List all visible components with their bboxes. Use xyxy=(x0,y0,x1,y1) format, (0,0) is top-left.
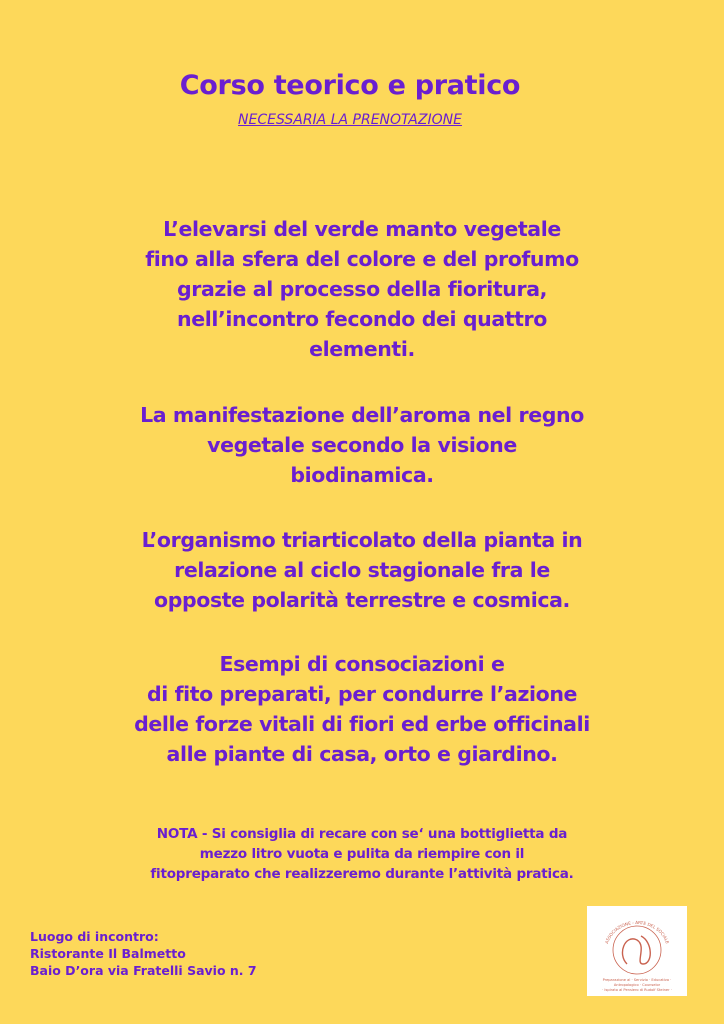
paragraph-line: grazie al processo della fioritura, xyxy=(176,277,548,301)
course-title: Corso teorico e pratico xyxy=(179,70,521,101)
association-logo-graphic xyxy=(587,906,687,996)
booking-required-note: NECESSARIA LA PRENOTAZIONE xyxy=(238,112,462,128)
logo-tagline-3: · Ispirato al Pensiero di Rudolf Steiner · xyxy=(602,988,672,992)
paragraph-line: di fito preparati, per condurre l’azione xyxy=(146,682,578,706)
logo-tagline-1: Preparazione al · Servizio · Educativo · xyxy=(602,978,672,982)
meeting-place-label: Luogo di incontro: xyxy=(30,929,159,944)
venue-name: Ristorante Il Balmetto xyxy=(30,946,186,961)
paragraph-line: L’organismo triarticolato della pianta in xyxy=(141,528,583,552)
paragraph-examples xyxy=(0,649,724,769)
logo-ring xyxy=(613,926,661,974)
paragraph-line: alle piante di casa, orto e giardino. xyxy=(166,742,558,766)
venue-address: Baio D’ora via Fratelli Savio n. 7 xyxy=(30,963,257,978)
paragraph-line: vegetale secondo la visione xyxy=(207,433,517,457)
paragraph-flowering xyxy=(0,214,724,364)
paragraph-aroma xyxy=(0,400,724,490)
paragraph-line: Esempi di consociazioni e xyxy=(219,652,505,676)
nota-line: fitopreparato che realizzeremo durante l’attività pratica. xyxy=(150,866,574,882)
paragraph-line: elementi. xyxy=(309,337,415,361)
meeting-place xyxy=(30,928,257,979)
association-logo xyxy=(587,906,687,996)
paragraph-line: opposte polarità terrestre e cosmica. xyxy=(154,588,570,612)
logo-tagline-2: Antropologico · Counselor xyxy=(613,983,661,987)
paragraph-line: delle forze vitali di fiori ed erbe officinali xyxy=(134,712,590,736)
paragraph-line: La manifestazione dell’aroma nel regno xyxy=(140,403,584,427)
paragraph-line: relazione al ciclo stagionale fra le xyxy=(174,558,550,582)
paragraph-line: fino alla sfera del colore e del profumo xyxy=(145,247,579,271)
logo-swirl-icon xyxy=(622,936,650,964)
paragraph-organism xyxy=(0,525,724,615)
paragraph-line: nell’incontro fecondo dei quattro xyxy=(177,307,547,331)
nota-line: mezzo litro vuota e pulita da riempire con il xyxy=(199,846,525,862)
logo-arc-text: ASSOCIAZIONE - ARTE DEL SOCIALE xyxy=(603,919,671,945)
paragraph-line: L’elevarsi del verde manto vegetale xyxy=(163,217,561,241)
paragraph-line: biodinamica. xyxy=(290,463,434,487)
nota-line: NOTA - Si consiglia di recare con se‘ una bottiglietta da xyxy=(156,826,568,842)
nota-block xyxy=(0,824,724,884)
